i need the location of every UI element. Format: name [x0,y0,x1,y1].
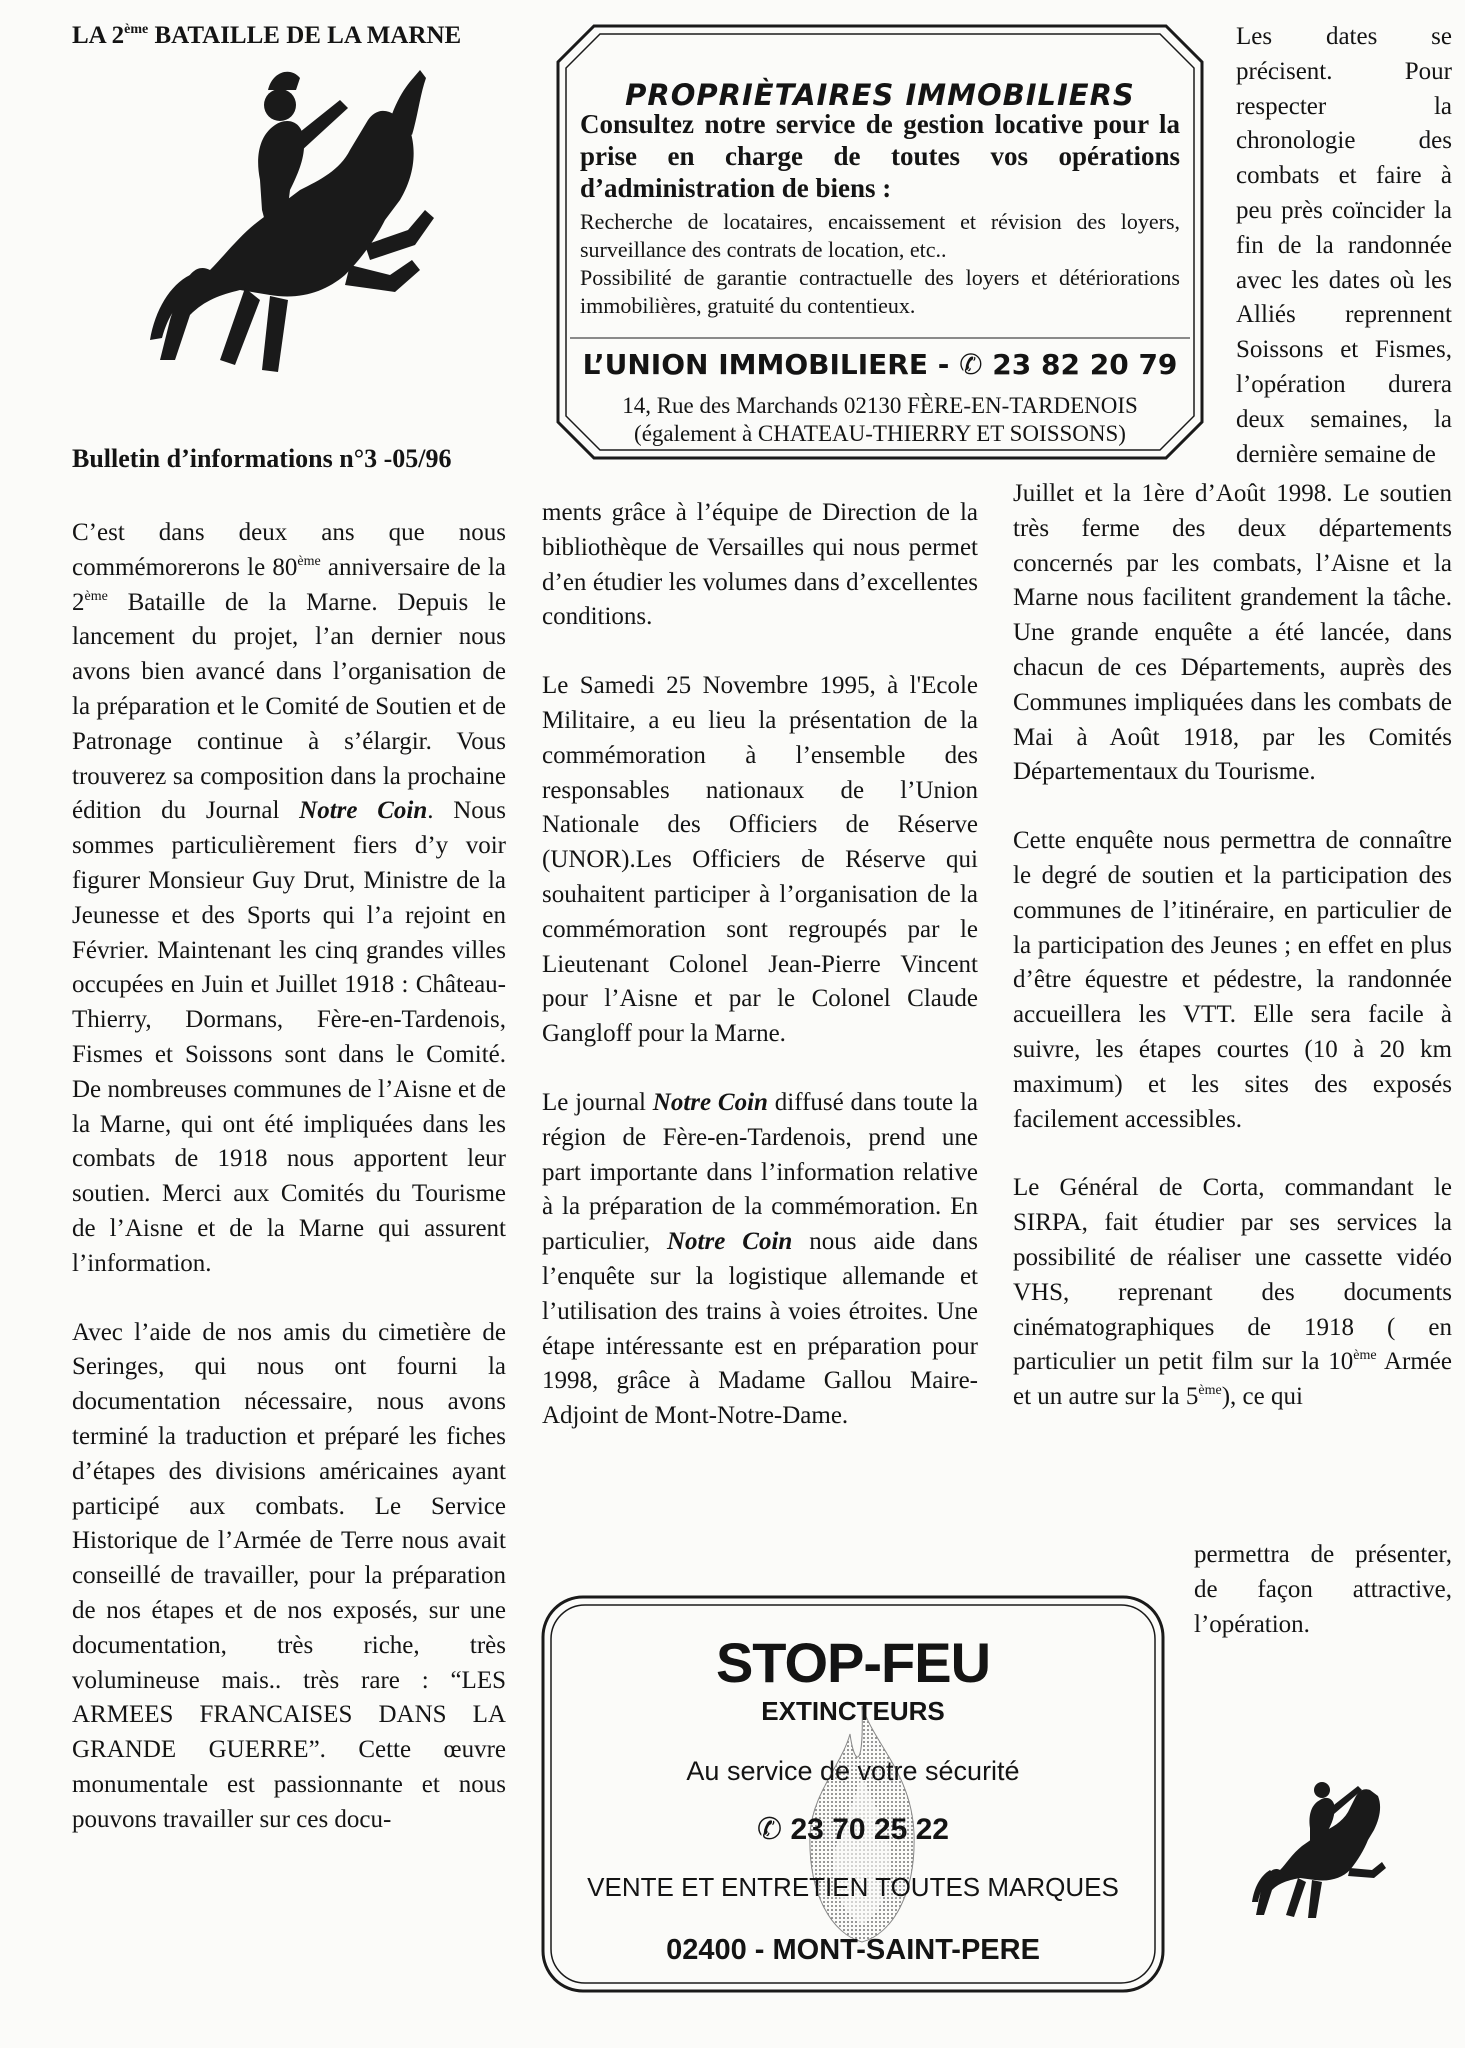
column-3-paragraph-2: Cette enquête nous permettra de connaître le degré de soutien et la participation des communes de l’itinéraire, en particulier de la participation des Jeunes ; en effet en plus d’être équestre et pédestre, la randonnée accueillera les VTT. Elle sera facile à suivre, les étapes courtes (10 à 20 km maximum) et les sites des exposés facilement accessibles. [1013,827,1452,1133]
column-3-paragraph-top: Les dates se précisent. Pour respecter la chronologie des combats et faire à peu près coïncider la fin de la randonnée avec les dates où les Alliés reprennent Soissons et Fismes, l’opération durera deux semaines, la dernière semaine de [1236,23,1452,468]
column-2-paragraph-3: Le journal Notre Coin diffusé dans toute la région de Fère-en-Tardenois, prend une part importante dans l’information relative à la préparation de la commémoration. En particulier, Notre Coin nous aide dans l’enquête sur la logistique allemande et l’utilisation des trains à voies étroites. Une étape intéressante est en préparation pour 1998, grâce à Madame Gallou Maire-Adjoint de Mont-Notre-Dame. [542,1088,978,1430]
advertisement-address: 14, Rue des Marchands 02130 FÈRE-EN-TARDENOIS (également à CHATEAU-THIERRY ET SOISSONS) [622,393,1138,446]
location-line: 02400 - MONT-SAINT-PERE [666,1934,1040,1966]
column-1-paragraph-1: C’est dans deux ans que nous commémorerons le 80ème anniversaire de la 2ème Bataille de la Marne. Depuis le lancement du projet, l’an dernier nous avons bien avancé dans l’organisation de la préparation et le Comité de Soutien et de Patronage continue à s’élargir. Vous trouverez sa composition dans la prochaine édition du Journal Notre Coin. Nous sommes particulièrement fiers d’y voir figurer Monsieur Guy Drut, Ministre de la Jeunesse et des Sports qui l’a rejoint en Février. Maintenant les cinq grandes villes occupées en Juin et Juillet 1918 : Château-Thierry, Dormans, Fère-en-Tardenois, Fismes et Soissons sont dans le Comité. De nombreuses communes de l’Aisne et de la Marne, qui ont été impliquées dans les combats de 1918 nous apportent leur soutien. Merci aux Comités du Tourisme de l’Aisne et de la Marne qui assurent l’information. [72,519,506,1277]
horseman-small-illustration [1250,1770,1390,1920]
column-3-paragraph-tail: permettra de présenter, de façon attractive, l’opération. [1194,1541,1452,1638]
service-line: VENTE ET ENTRETIEN TOUTES MARQUES [587,1872,1119,1902]
column-3-paragraph-3: Le Général de Corta, commandant le SIRPA, fait étudier par ses services la possibilité de réaliser une cassette vidéo VHS, reprenant des documents cinématographiques de 1918 ( en particulier un petit film sur la 10ème Armée et un autre sur la 5ème), ce qui [1013,1174,1453,1411]
column-3-top [1236,20,1452,472]
column-1 [72,516,506,1871]
advertisement-body-2: Possibilité de garantie contractuelle des loyers et détériorations immobilières, gratuité du contentieux. [580,265,1180,318]
journal-name: Notre Coin [666,1228,793,1256]
column-1-paragraph-2: Avec l’aide de nos amis du cimetière de Seringes, qui nous ont fourni la documentation nécessaire, nous avons terminé la traduction et préparé les fiches d’étapes des divisions américaines ayant participé aux combats. Le Service Historique de l’Armée de Terre nous avait conseillé de travailler, pour la préparation de nos étapes et de nos exposés, sur une documentation, très riche, très volumineuse mais.. très rare : “LES ARMEES FRANCAISES DANS LA GRANDE GUERRE”. Cette œuvre monumentale est passionnante et nous pouvons travailler sur ces docu- [72,1318,506,1833]
journal-name: Notre Coin [652,1088,768,1116]
brand-subtitle: EXTINCTEURS [761,1696,945,1726]
advertisement-lead: Consultez notre service de gestion locative pour la prise en charge de toutes vos opérations d’administration de biens : [580,109,1180,203]
tagline: Au service de votre sécurité [686,1756,1020,1786]
advertisement-body-1: Recherche de locataires, encaissement et révision des loyers, surveillance des contrats de location, etc.. [580,209,1180,262]
brand-name: STOP-FEU [715,1631,991,1694]
horseman-illustration [150,60,440,380]
journal-name: Notre Coin [299,797,428,825]
bulletin-title: Bulletin d’informations n°3 -05/96 [72,444,452,473]
advertisement-company-phone: L’UNION IMMOBILIERE - ✆ 23 82 20 79 [582,348,1178,381]
real-estate-advertisement [554,22,1206,462]
header-title-rest: BATAILLE DE LA MARNE [148,22,462,49]
advertisement-heading: PROPRIÈTAIRES IMMOBILIERS [625,78,1135,112]
column-2-paragraph-1: ments grâce à l’équipe de Direction de la bibliothèque de Versailles qui nous permet d’en étudier les volumes dans d’excellentes conditions. [542,499,978,631]
header-title-prefix: LA 2 [72,22,125,49]
phone-icon: ✆ [757,1813,783,1846]
column-3 [1013,477,1452,1415]
column-2 [542,496,978,1468]
column-3-tail [1194,1538,1452,1642]
column-3-paragraph-1: Juillet et la 1ère d’Août 1998. Le soutien très ferme des deux départements concernés par les combats, l’Aisne et la Marne nous facilitent grandement la tâche. Une grande enquête a été lancée, dans chacun de ces Départements, auprès des Communes impliquées dans les combats de Mai à Août 1918, par les Comités Départementaux du Tourisme. [1013,480,1452,786]
stop-feu-advertisement [540,1594,1166,1994]
header-title-sup: ème [124,22,149,37]
page-header-title [72,22,461,50]
phone-icon: ✆ [959,348,983,381]
phone-number: ✆ 23 70 25 22 [757,1813,949,1846]
column-2-paragraph-2: Le Samedi 25 Novembre 1995, à l'Ecole Militaire, a eu lieu la présentation de la commémoration à l’ensemble des responsables nationaux de l’Union Nationale des Officiers de Réserve (UNOR).Les Officiers de Réserve qui souhaitent participer à l’organisation de la commémoration sont regroupés par le Lieutenant Colonel Jean-Pierre Vincent pour l’Aisne et par le Colonel Claude Gangloff pour la Marne. [542,672,978,1048]
